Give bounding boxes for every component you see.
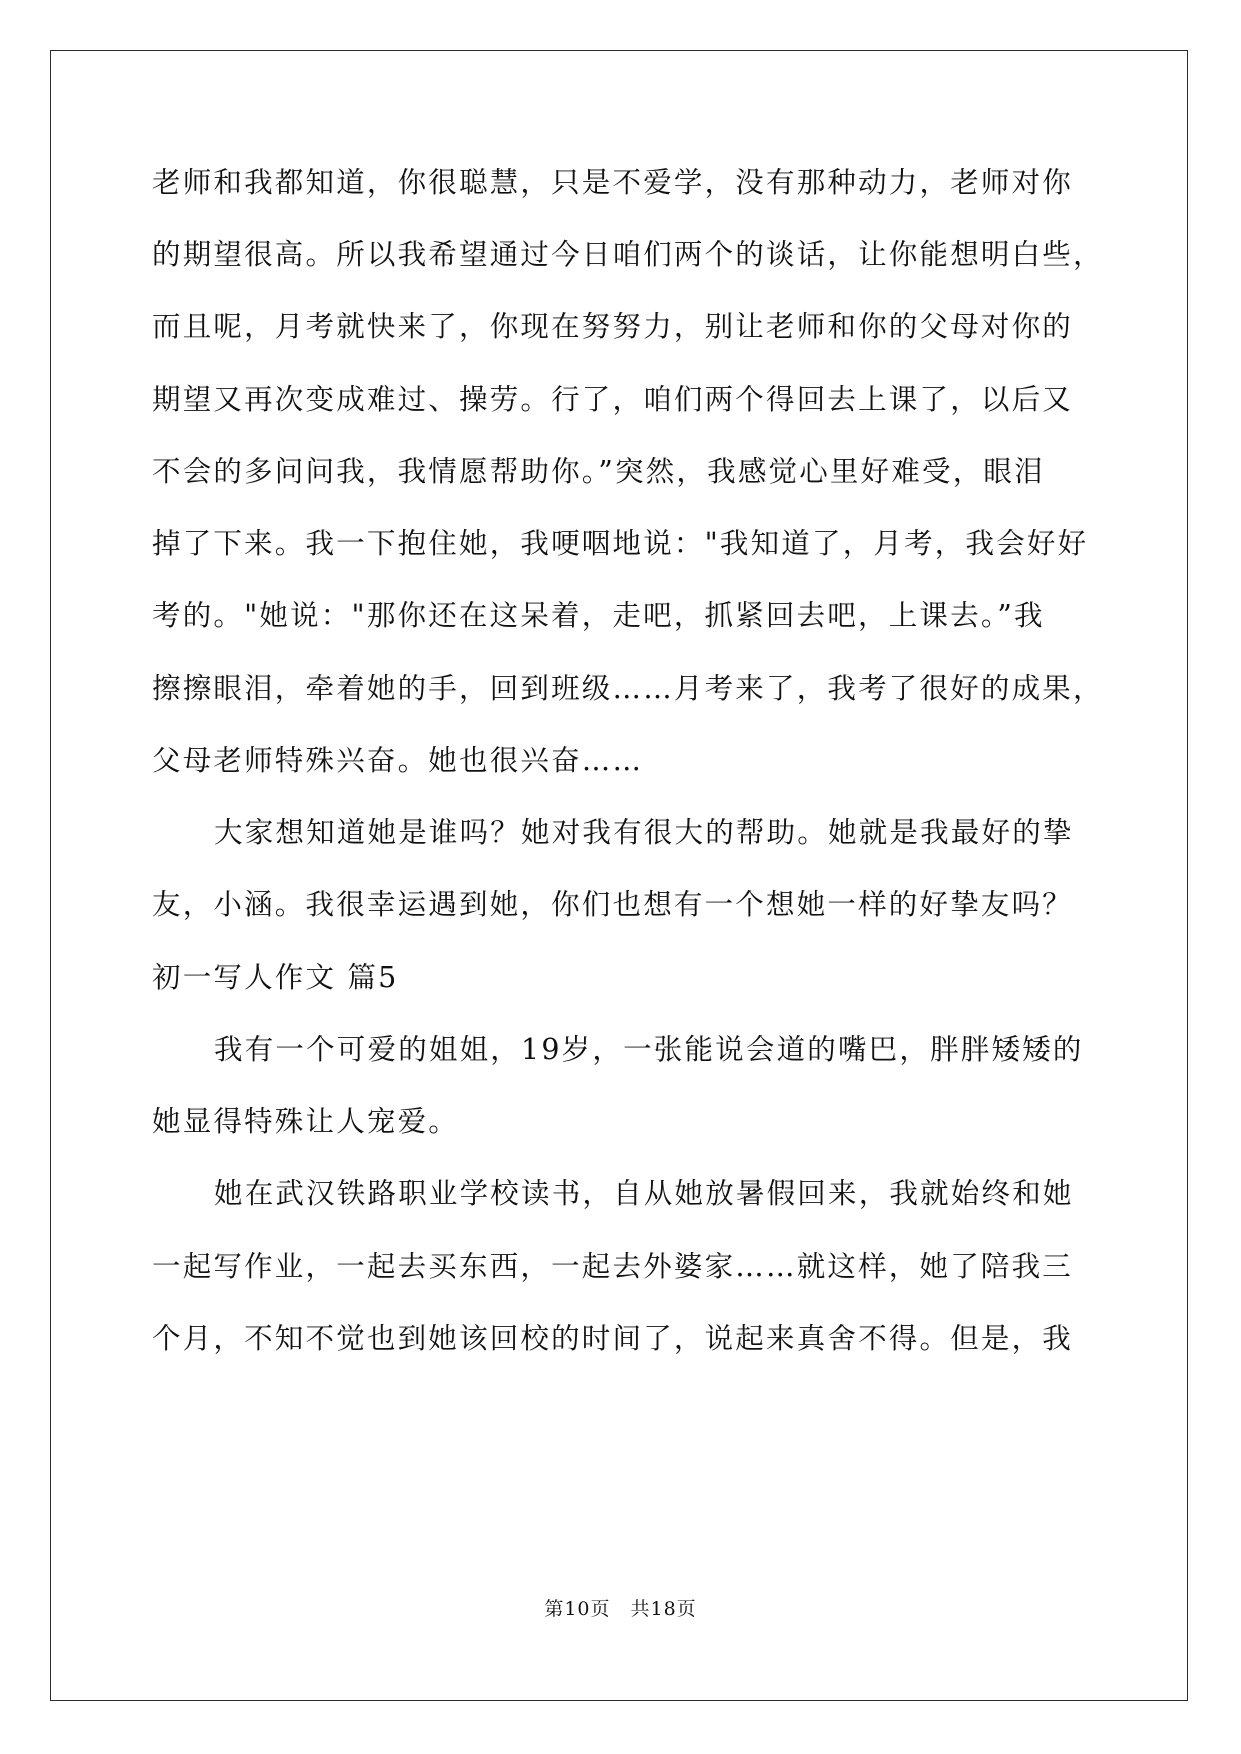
text-line: 期望又再次变成难过、操劳。行了，咱们两个得回去上课了，以后又 <box>152 383 1074 416</box>
text-line: 掉了下来。我一下抱住她，我哽咽地说："我知道了，月考，我会好好 <box>152 527 1089 560</box>
total-page-count: 共18页 <box>630 1598 697 1620</box>
text-line: 擦擦眼泪，牵着她的手，回到班级……月考来了，我考了很好的成果， <box>152 672 1104 705</box>
paragraph-start-line: 她在武汉铁路职业学校读书，自从她放暑假回来，我就始终和她 <box>214 1177 1074 1210</box>
text-line: 一起写作业，一起去买东西，一起去外婆家……就这样，她了陪我三 <box>152 1250 1074 1283</box>
text-line: 不会的多问问我，我情愿帮助你。”突然，我感觉心里好难受，眼泪 <box>152 455 1045 488</box>
paragraph-start-line: 大家想知道她是谁吗？她对我有很大的帮助。她就是我最好的挚 <box>214 816 1074 849</box>
text-line: 考的。"她说："那你还在这呆着，走吧，抓紧回去吧，上课去。”我 <box>152 599 1045 632</box>
text-line: 的期望很高。所以我希望通过今日咱们两个的谈话，让你能想明白些， <box>152 238 1104 271</box>
text-line: 友，小涵。我很幸运遇到她，你们也想有一个想她一样的好挚友吗？ <box>152 888 1074 921</box>
text-line: 她显得特殊让人宠爱。 <box>152 1105 460 1138</box>
paragraph-start-line: 我有一个可爱的姐姐，19岁，一张能说会道的嘴巴，胖胖矮矮的 <box>214 1033 1084 1066</box>
current-page-number: 第10页 <box>544 1598 611 1620</box>
page-border <box>50 50 1188 1701</box>
text-line: 老师和我都知道，你很聪慧，只是不爱学，没有那种动力，老师对你 <box>152 166 1074 199</box>
text-line: 父母老师特殊兴奋。她也很兴奋…… <box>152 744 644 777</box>
text-line: 而且呢，月考就快来了，你现在努努力，别让老师和你的父母对你的 <box>152 310 1074 343</box>
page-footer <box>0 1597 1241 1621</box>
text-line: 个月，不知不觉也到她该回校的时间了，说起来真舍不得。但是，我 <box>152 1322 1074 1355</box>
section-heading: 初一写人作文 篇5 <box>152 961 399 994</box>
